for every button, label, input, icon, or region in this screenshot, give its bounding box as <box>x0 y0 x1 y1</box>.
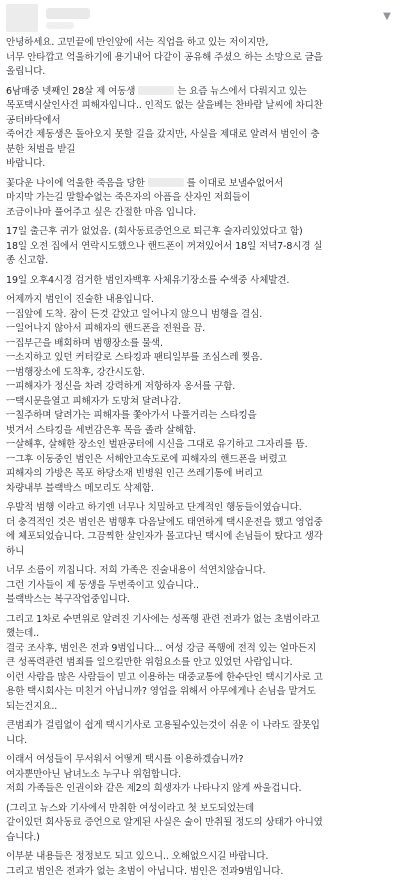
post-text: 피해자의 가방은 목포 하당소재 빈병원 인근 쓰레기통에 버리고 <box>6 468 263 479</box>
post-text-line <box>6 802 396 817</box>
post-text: 더 충격적인 것은 범인은 범행후 다음날에도 태연하게 택시운전을 했고 영업중 <box>6 516 323 528</box>
post-text: 벗겨서 스타킹을 세번감은후 목을 졸라 살해함. <box>6 424 196 436</box>
post-text-line <box>6 240 396 255</box>
post-text-line <box>6 831 396 846</box>
post-text-line <box>6 467 396 482</box>
post-text-line <box>6 424 396 439</box>
post-text-line <box>6 685 396 700</box>
post-text: 되는건지요.. <box>6 700 58 712</box>
post-text: ㅡ소지하고 있던 커터칼로 스타킹과 팬티일부를 조심스레 찢음. <box>6 352 263 363</box>
post-text-line <box>6 322 396 337</box>
post-text: 같이있던 회사동료 증언으로 알게된 사실은 술이 만취될 정도의 상태가 아니였 <box>6 817 323 828</box>
post-text-line <box>6 816 396 831</box>
avatar[interactable] <box>6 4 38 32</box>
post-text: (그리고 뉴스와 기사에서 만취한 여성이라고 첫 보도되었는데 <box>6 802 255 814</box>
post-text-line <box>6 700 396 715</box>
post-text-line <box>6 409 396 424</box>
post-text-line <box>6 719 396 734</box>
post-header <box>0 0 400 36</box>
post-text: 죽어간 제동생은 돌아오지 못할 길을 갔지만, 사실을 제대로 알려서 범인이 충 <box>6 129 320 140</box>
post-text-line <box>6 627 396 642</box>
post-text-line <box>6 254 396 269</box>
post-meta-redacted <box>46 22 74 29</box>
post-text-line <box>6 36 396 51</box>
post-text-line <box>6 206 396 221</box>
chevron-down-icon[interactable]: ▼ <box>383 11 391 22</box>
post-text-line <box>6 516 396 531</box>
post-text-line <box>6 564 396 579</box>
post-text: 하니 <box>6 545 25 557</box>
post-text-line <box>6 157 396 172</box>
post-text: 종 신고함. <box>6 255 49 266</box>
post-text: ㅡ택시문을열고 피해자가 도망쳐 달려나감. <box>6 395 182 407</box>
post-text-line <box>6 177 396 192</box>
post-text-line <box>6 782 396 797</box>
post-text: 너무 안타깝고 억울하기에 용기내어 다같이 공유해 주셨으 하는 소망으로 글을 <box>6 51 323 63</box>
post-text: 마지막 가는길 말할수없는 죽은자의 아픔을 산자인 저희들이 <box>6 192 251 203</box>
post-text: 했는데.. <box>6 628 40 639</box>
post-text-line <box>6 114 396 129</box>
post-text: ㅡ일어나지 않아서 피해자의 핸드폰을 전원을 끔. <box>6 323 206 334</box>
post-text-line <box>6 274 396 289</box>
post-text-line <box>6 734 396 749</box>
post-text: 는 요즘 뉴스에서 다뤄지고 있는 <box>177 85 307 97</box>
post-text: 큰 성폭력관련 범죄를 일으킬만한 위험요소를 안고 있었던 사람입니다. <box>6 657 293 668</box>
post-text: 안녕하세요. 고민끝에 만인앞에 서는 직업을 하고 있는 저이지만, <box>6 37 269 48</box>
post-text-line <box>6 308 396 323</box>
post-text-line <box>6 768 396 783</box>
post-text: 결국 조사후, 범인은 전과 9범입니다... 여성 강금 폭행에 전적 있는 얼마든지 <box>6 642 317 654</box>
post-text-line <box>6 642 396 657</box>
post-text: 이부분 내용들은 정정보도 되고 있으니.. 오해없으시길 바랍니다. <box>6 851 269 862</box>
post-text: 목포택시살인사건 피해자입니다.. 인적도 없는 살을베는 찬바람 날씨에 차디찬 <box>6 100 323 111</box>
post-text: ㅡ범행장소에 도착후, 강간시도함. <box>6 366 145 378</box>
post-text-line <box>6 850 396 865</box>
redacted-name <box>148 178 184 187</box>
post-text: ㅡ피해자가 정신을 차려 강력하게 저항하자 옹서를 구함. <box>6 381 236 392</box>
post-text: 19일 오후4시경 검거한 범인자백후 사체유기장소를 수색중 사체발견. <box>6 274 290 286</box>
post-text: 올립니다. <box>6 66 46 77</box>
post-text: 6남매중 넷째인 28살 제 여동생 <box>6 85 136 97</box>
post-text-line <box>6 191 396 206</box>
post-text-line <box>6 656 396 671</box>
post-text: 어제까지 범인이 진술한 내용입니다. <box>6 294 154 305</box>
post-text-line <box>6 395 396 410</box>
post-text: 18일 오전 집에서 연락시도했으나 핸드폰이 꺼져있어서 18일 저녁7-8시경 실 <box>6 240 323 252</box>
post-text: 니다. <box>6 734 28 746</box>
post-text: ㅡ칠주하며 달려가는 피해자를 쫓아가서 나풀거리는 스타킹을 <box>6 410 257 421</box>
post-text-line <box>6 99 396 114</box>
post-text-line <box>6 337 396 352</box>
post-text: 용한 택시회사는 미친거 아닙니까? 영업을 위해서 아무에게나 손님을 맡겨도 <box>6 686 316 697</box>
post-text-line <box>6 530 396 545</box>
post-text: ㅡ살해후, 살해한 장소인 벌판공터에 시신을 그대로 유기하고 그자리를 뜸. <box>6 439 308 450</box>
post-text-line <box>6 128 396 143</box>
post-text: 큰범죄가 걸림없이 쉽게 택시기사로 고용될수있는것이 쉬운 이 나라도 잘못입 <box>6 720 320 731</box>
post-text: 꽃다운 나이에 억울한 죽음을 당한 <box>6 177 145 189</box>
post-text-line <box>6 438 396 453</box>
post-text: 바랍니다. <box>6 158 46 169</box>
post-text-line <box>6 380 396 395</box>
post-body <box>0 36 400 879</box>
post-text-line <box>6 501 396 516</box>
post-text: 이런 사람을 많은 사람들이 믿고 이용하는 대중교통에 한수단인 택시기사로 고 <box>6 671 323 683</box>
post-text-line <box>6 579 396 594</box>
post-text: 에 체포되었습니다. 그끔찍한 살인자가 몰고다닌 택시에 손님들이 탔다고 생각 <box>6 531 323 542</box>
post-text: 그리고 1차로 수면위로 알려진 기사에는 성폭행 관련 전과가 없는 초범이라고 <box>6 613 320 625</box>
post-text: 이래서 여성들이 무서워서 어떻게 택시를 이용하겠습니까? <box>6 754 244 765</box>
post-text-line <box>6 593 396 608</box>
post-text: 저희 가족들은 인권이와 같은 제2의 희생자가 나타나지 않게 싸울겁니다. <box>6 783 302 794</box>
post-text: 블랙박스는 복구작업중입니다. <box>6 594 130 605</box>
post-text-line <box>6 225 396 240</box>
post-text: 그런 기사들이 제 동생을 두번죽이고 있습니다.. <box>6 579 199 591</box>
post-text: ㅡ그후 이동중인 범인은 서해안고속도로에 피해자의 핸드폰을 버렸고 <box>6 453 287 465</box>
post-text: 습니다.) <box>6 831 40 843</box>
post-text: 너무 소름이 끼칩니다. 저희 가족은 진술내용이 석연치않습니다. <box>6 565 266 576</box>
post-text-line <box>6 366 396 381</box>
post-text: 17일 출근후 귀가 없었음. (회사동료증언으로 퇴근후 술자리있었다고 함) <box>6 226 303 237</box>
post-text-line <box>6 753 396 768</box>
post-text-line <box>6 85 396 100</box>
post-text-line <box>6 453 396 468</box>
post-text-line <box>6 143 396 158</box>
post-text-line <box>6 545 396 560</box>
redacted-name <box>138 86 174 95</box>
post-text-line <box>6 671 396 686</box>
post-text: 분한 처벌을 받길 <box>6 143 76 155</box>
post-text: ㅡ집앞에 도착. 잠이 든것 같았고 일어나지 않으니 범행을 결심. <box>6 308 263 320</box>
post-text: 그리고 범인은 전과가 없는 초범이 아닙니다. 범인은 전과9범입니다. <box>6 865 284 877</box>
author-name-redacted[interactable] <box>46 8 90 19</box>
post-text-line <box>6 351 396 366</box>
post-text-line <box>6 293 396 308</box>
post-text-line <box>6 65 396 80</box>
post-text-line <box>6 865 396 880</box>
post-text: 차량내부 블랙박스 메모리도 삭제함. <box>6 482 154 494</box>
post-text: 를 이대로 보낼수없어서 <box>186 177 284 189</box>
post-text: 조금이나마 풀어주고 싶은 간절한 마음 입니다. <box>6 206 196 218</box>
post-text-line <box>6 51 396 66</box>
post-text: 여자뿐만아닌 남녀노소 누구나 위험합니다. <box>6 768 182 780</box>
post-text: 우발적 범행 이라고 하기엔 너무나 치밀하고 단계적인 행동들이였습니다. <box>6 502 302 513</box>
post-text: ㅡ집부근을 배회하며 범행장소를 물색. <box>6 337 163 349</box>
post-text: 공터바닥에서 <box>6 114 61 126</box>
post-text-line <box>6 613 396 628</box>
post-text-line <box>6 482 396 497</box>
